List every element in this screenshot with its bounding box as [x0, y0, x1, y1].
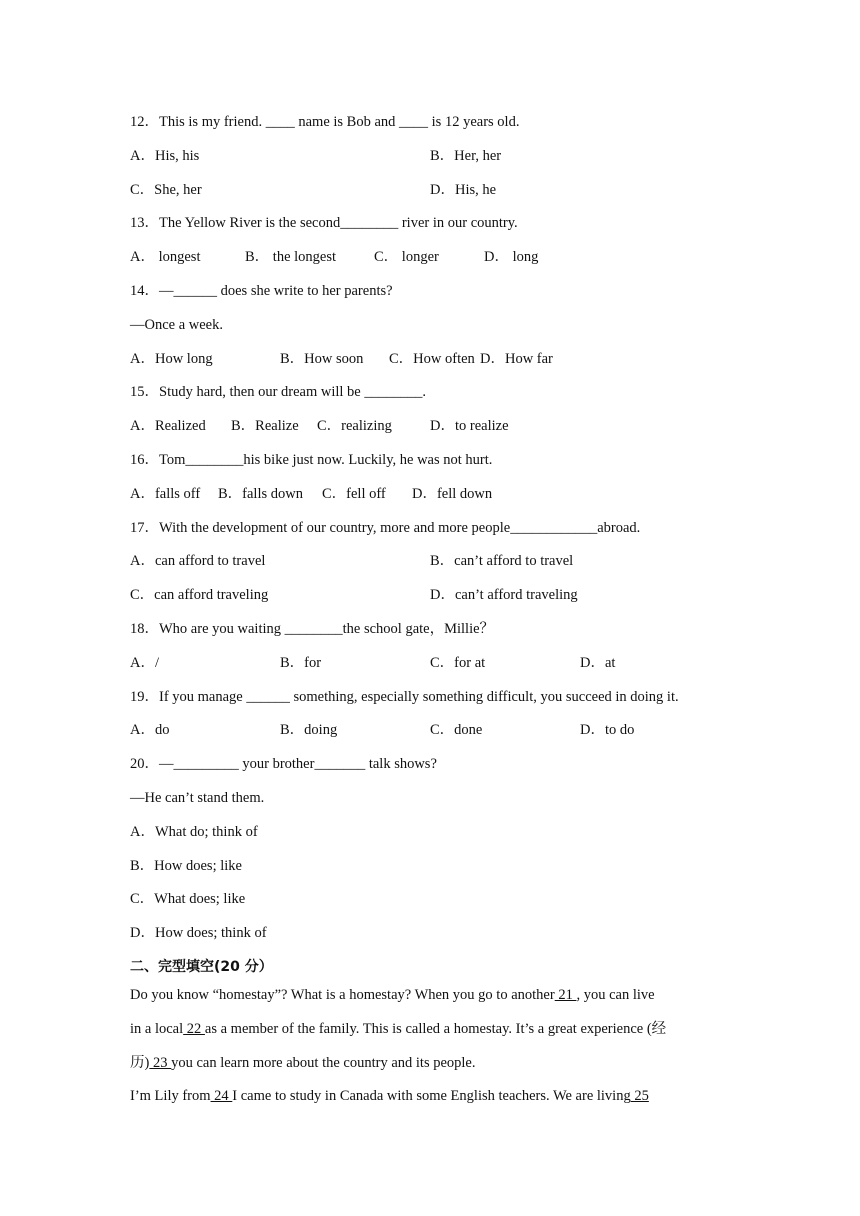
- q15-option-a[interactable]: A．Realized: [130, 418, 206, 435]
- cloze-passage-line-1: [130, 979, 740, 1013]
- q13-option-c[interactable]: C． longer: [374, 249, 439, 266]
- q20-option-d[interactable]: D．How does; think of: [130, 925, 267, 942]
- q14-option-b[interactable]: B．How soon: [280, 350, 364, 367]
- question-12-stem: 12．This is my friend. ____ name is Bob and ____ is 12 years old.: [130, 114, 520, 130]
- q17-option-c[interactable]: C．can afford traveling: [130, 587, 269, 604]
- q17-option-d[interactable]: D．can’t afford traveling: [430, 587, 578, 604]
- q20-option-a[interactable]: A．What do; think of: [130, 823, 258, 840]
- exam-page: [130, 110, 740, 1114]
- cloze-text: in a local: [130, 1020, 184, 1037]
- q19-option-d[interactable]: D．to do: [580, 722, 635, 739]
- q13-option-a[interactable]: A． longest: [130, 249, 201, 266]
- cloze-blank-22[interactable]: 22: [183, 1020, 205, 1037]
- cloze-blank-24[interactable]: 24: [210, 1088, 233, 1105]
- question-19-stem: 19．If you manage ______ something, especially something difficult, you succeed in doing it.: [130, 688, 679, 705]
- q20-option-c[interactable]: C．What does; like: [130, 891, 246, 908]
- q14-option-c[interactable]: C．How often: [389, 350, 475, 367]
- question-20-answer-line: —He can’t stand them.: [130, 789, 265, 806]
- q19-option-c[interactable]: C．done: [430, 722, 483, 739]
- question-12-options-row2: [130, 178, 740, 212]
- q16-option-c[interactable]: C．fell off: [322, 485, 386, 502]
- cloze-text: Do you know “homestay”? What is a homestay? When you go to another: [130, 986, 555, 1003]
- q12-option-b[interactable]: B．Her, her: [430, 147, 502, 164]
- q18-option-a[interactable]: A．/: [130, 654, 159, 671]
- question-14-options: [130, 347, 740, 381]
- q19-option-a[interactable]: A．do: [130, 722, 170, 739]
- q13-option-d[interactable]: D． long: [484, 249, 539, 266]
- cloze-passage-line-3: [130, 1047, 740, 1081]
- section-2-heading: 二、完型填空(20 分）: [130, 958, 273, 975]
- cloze-passage-line-2: [130, 1013, 740, 1047]
- question-15-options: [130, 414, 740, 448]
- q12-option-d[interactable]: D．His, he: [430, 181, 497, 198]
- q15-option-d[interactable]: D．to realize: [430, 418, 509, 435]
- question-15-stem: 15．Study hard, then our dream will be ________.: [130, 384, 426, 401]
- question-17-options-row1: [130, 549, 740, 583]
- question-16-options: [130, 482, 740, 516]
- question-18-stem: 18．Who are you waiting ________the school gate，Millie？: [130, 620, 495, 637]
- question-18-options: [130, 651, 740, 685]
- q14-option-a[interactable]: A．How long: [130, 350, 213, 367]
- q15-option-b[interactable]: B．Realize: [231, 418, 299, 435]
- cloze-text: you can learn more about the country and its people.: [171, 1054, 476, 1071]
- q19-option-b[interactable]: B．doing: [280, 722, 338, 739]
- cloze-text: , you can live: [576, 986, 655, 1003]
- question-16-stem: 16．Tom________his bike just now. Luckily, he was not hurt.: [130, 451, 493, 468]
- question-19-options: [130, 718, 740, 752]
- q16-option-b[interactable]: B．falls down: [218, 485, 303, 502]
- q12-option-c[interactable]: C．She, her: [130, 181, 202, 198]
- question-17-stem: 17．With the development of our country, more and more people____________abroad.: [130, 519, 641, 536]
- cloze-text: I came to study in Canada with some English teachers. We are living: [232, 1088, 631, 1105]
- cloze-passage-line-4: [130, 1080, 740, 1114]
- q18-option-b[interactable]: B．for: [280, 654, 322, 671]
- question-12-options-row1: [130, 144, 740, 178]
- question-14-answer-line: —Once a week.: [130, 316, 223, 333]
- q17-option-b[interactable]: B．can’t afford to travel: [430, 553, 574, 570]
- cloze-blank-25[interactable]: 25: [630, 1088, 649, 1105]
- cloze-blank-21[interactable]: 21: [554, 986, 577, 1003]
- q18-option-d[interactable]: D．at: [580, 654, 616, 671]
- cloze-text: I’m Lily from: [130, 1088, 211, 1105]
- question-20-stem: 20．—_________ your brother_______ talk shows?: [130, 756, 437, 773]
- question-13-stem: 13．The Yellow River is the second________ river in our country.: [130, 215, 518, 232]
- q12-option-a[interactable]: A．His, his: [130, 147, 200, 164]
- cloze-text: as a member of the family. This is called a homestay. It’s a great experience (经: [204, 1020, 667, 1037]
- question-17-options-row2: [130, 583, 740, 617]
- q13-option-b[interactable]: B． the longest: [245, 249, 337, 266]
- question-14-stem: 14．—______ does she write to her parents?: [130, 282, 393, 299]
- q14-option-d[interactable]: D．How far: [480, 350, 553, 367]
- q16-option-d[interactable]: D．fell down: [412, 485, 493, 502]
- q18-option-c[interactable]: C．for at: [430, 654, 486, 671]
- q15-option-c[interactable]: C．realizing: [317, 418, 392, 435]
- question-13-options: [130, 245, 740, 279]
- q16-option-a[interactable]: A．falls off: [130, 485, 201, 502]
- q20-option-b[interactable]: B．How does; like: [130, 857, 242, 874]
- cloze-text: 历): [130, 1054, 150, 1071]
- q17-option-a[interactable]: A．can afford to travel: [130, 553, 266, 570]
- cloze-blank-23[interactable]: 23: [149, 1054, 172, 1071]
